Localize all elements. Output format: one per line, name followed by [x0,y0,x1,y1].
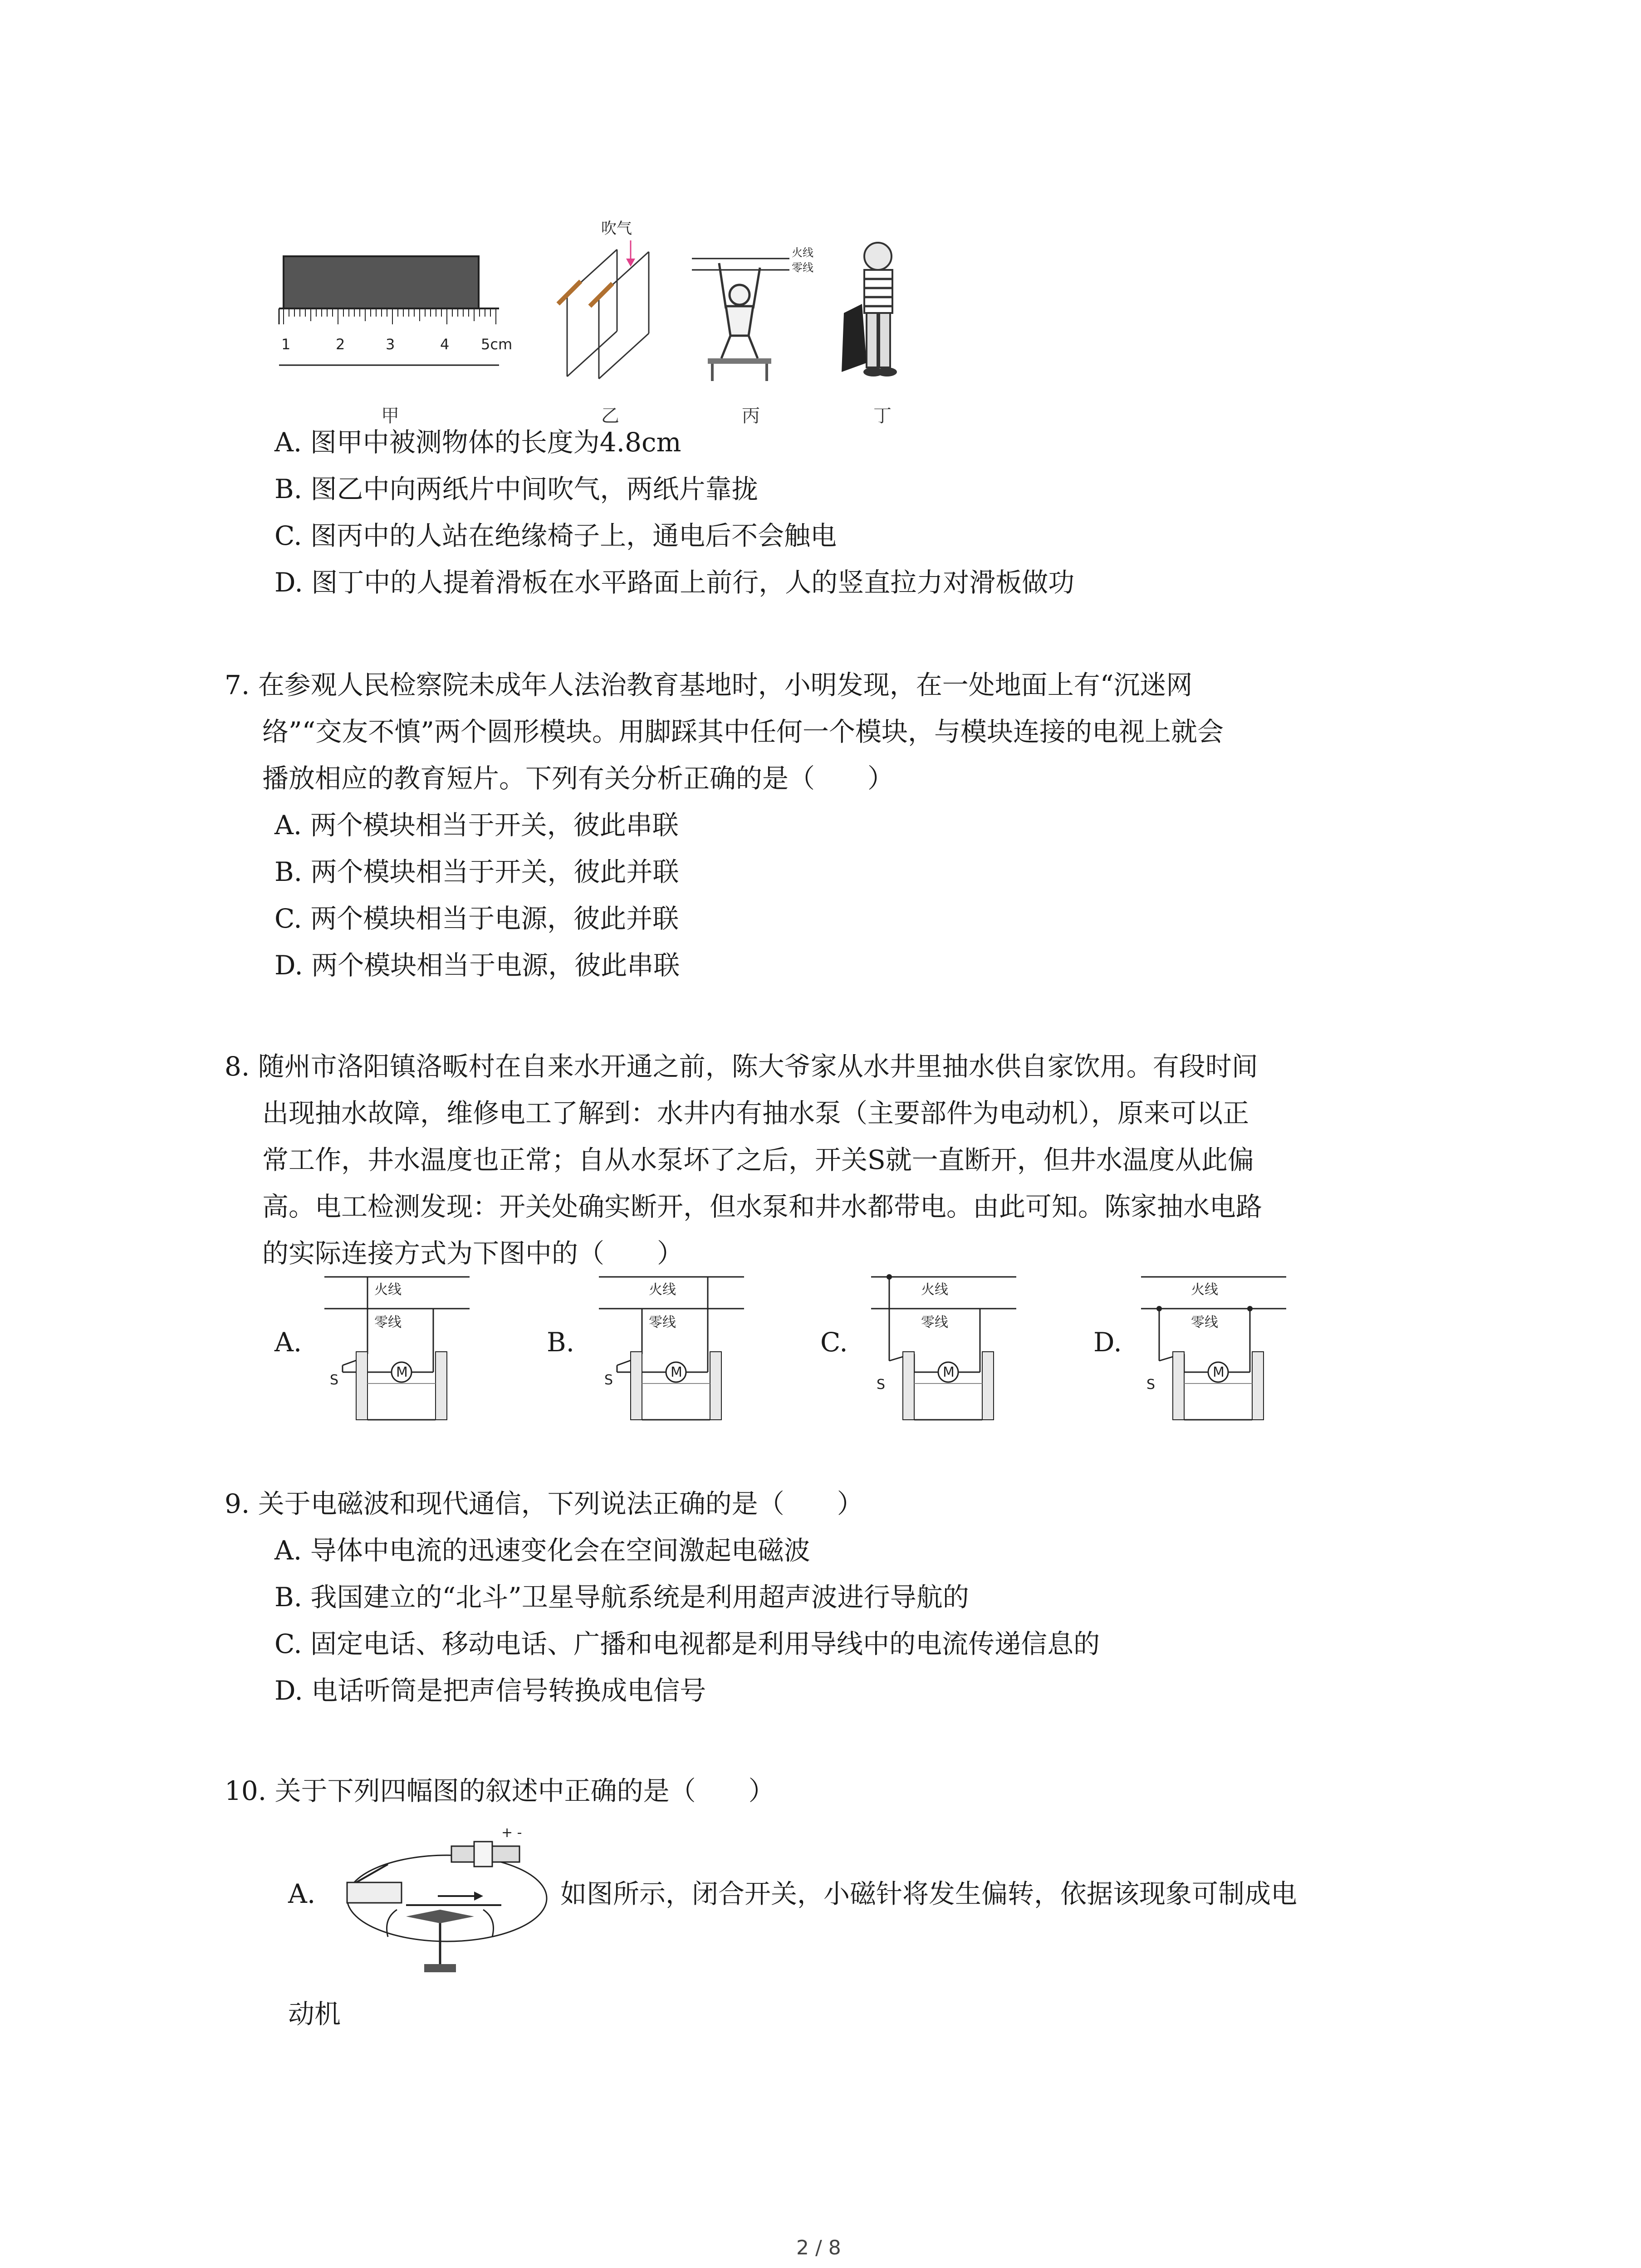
q6-option-c: C. 图丙中的人站在绝缘椅子上，通电后不会触电 [274,520,837,551]
paper-sheets [567,249,649,379]
person-on-chair [719,263,760,358]
neutral-label-b: 零线 [649,1315,676,1330]
neutral-label-a: 零线 [374,1315,402,1330]
q10-stem: 10. 关于下列四幅图的叙述中正确的是（ ） [225,1775,775,1806]
q6-option-a: A. 图甲中被测物体的长度为4.8cm [274,427,681,458]
q9-option-d: D. 电话听筒是把声信号转换成电信号 [274,1675,706,1706]
q8-stem-line-2: 出现抽水故障，维修电工了解到：水井内有抽水泵（主要部件为电动机），原来可以正 [262,1098,1249,1129]
live-wire-label: 火线 [792,246,813,259]
q9-option-c: C. 固定电话、移动电话、广播和电视都是利用导线中的电流传递信息的 [274,1628,1100,1659]
ruler-tick-1: 1 [281,336,291,353]
switch-label-a: S [330,1372,339,1388]
neutral-label-c: 零线 [921,1315,948,1330]
q7-option-c: C. 两个模块相当于电源，彼此并联 [274,903,679,934]
oersted-experiment-figure [338,1814,556,1982]
switch-label-d: S [1146,1377,1156,1393]
circuit-label-b: B. [547,1327,575,1358]
ruler-tick-5: 5cm [481,336,513,353]
live-label-a: 火线 [374,1282,402,1298]
q6-option-b: B. 图乙中向两纸片中间吹气，两纸片靠拢 [274,474,758,504]
circuit-diagram-a [320,1270,474,1424]
q10-option-a-label: A. [288,1878,316,1909]
q8-stem-line-1: 8. 随州市洛阳镇洛畈村在自来水开通之前，陈大爷家从水井里抽水供自家饮用。有段时间 [225,1051,1258,1082]
fig-label-yi: 乙 [601,406,619,426]
motor-label-c: M [943,1364,955,1380]
measured-block [284,256,479,308]
live-label-c: 火线 [921,1282,948,1298]
circuit-label-a: A. [274,1327,302,1358]
motor-label-d: M [1213,1364,1225,1380]
q7-option-a: A. 两个模块相当于开关，彼此串联 [274,810,679,841]
motor-label-b: M [671,1364,682,1380]
ruler-tick-2: 2 [336,336,345,353]
q8-stem-line-3: 常工作，井水温度也正常；自从水泵坏了之后，开关S就一直断开，但井水温度从此偏 [262,1144,1254,1175]
circuit-diagram-b [594,1270,749,1424]
circuit-label-d: D. [1093,1327,1122,1358]
q7-option-b: B. 两个模块相当于开关，彼此并联 [274,856,679,887]
q9-stem: 9. 关于电磁波和现代通信，下列说法正确的是（ ） [225,1488,863,1519]
q7-stem-line-3: 播放相应的教育短片。下列有关分析正确的是（ ） [262,763,894,794]
svg-text:+ -: + - [501,1825,522,1841]
neutral-label-d: 零线 [1191,1315,1218,1330]
switch-label-b: S [604,1372,613,1388]
q6-option-d: D. 图丁中的人提着滑板在水平路面上前行，人的竖直拉力对滑板做功 [274,567,1075,598]
page-number: 2 / 8 [796,2236,841,2259]
ruler-figure [272,213,953,426]
live-label-d: 火线 [1191,1282,1218,1298]
q8-stem-line-4: 高。电工检测发现：开关处确实断开，但水泵和井水都带电。由此可知。陈家抽水电路 [262,1191,1263,1222]
fig-label-ding: 丁 [873,406,892,426]
person-with-skateboard [842,243,897,376]
q9-option-a: A. 导体中电流的迅速变化会在空间激起电磁波 [274,1535,810,1566]
switch-label-c: S [877,1377,886,1393]
q8-stem-line-5: 的实际连接方式为下图中的（ ） [262,1238,684,1269]
q7-stem-line-1: 7. 在参观人民检察院未成年人法治教育基地时，小明发现，在一处地面上有“沉迷网 [225,670,1193,700]
fig-label-jia: 甲 [381,406,399,426]
q9-option-b: B. 我国建立的“北斗”卫星导航系统是利用超声波进行导航的 [274,1582,969,1613]
neutral-wire-label: 零线 [792,261,813,274]
q10-option-a-text: 如图所示，闭合开关，小磁针将发生偏转，依据该现象可制成电 [560,1878,1298,1909]
q7-option-d: D. 两个模块相当于电源，彼此串联 [274,950,680,981]
circuit-label-c: C. [820,1327,848,1358]
ruler-tick-3: 3 [386,336,395,353]
q7-stem-line-2: 络”“交友不慎”两个圆形模块。用脚踩其中任何一个模块，与模块连接的电视上就会 [262,716,1224,747]
live-label-b: 火线 [649,1282,676,1298]
circuit-diagram-d [1136,1270,1291,1424]
q10-option-a-continued: 动机 [288,1999,341,2029]
ruler-tick-4: 4 [440,336,450,353]
blow-label: 吹气 [601,220,632,238]
fig-label-bing: 丙 [742,406,760,426]
motor-label-a: M [396,1364,408,1380]
q6-figures [272,213,953,426]
circuit-diagram-c [867,1270,1021,1424]
